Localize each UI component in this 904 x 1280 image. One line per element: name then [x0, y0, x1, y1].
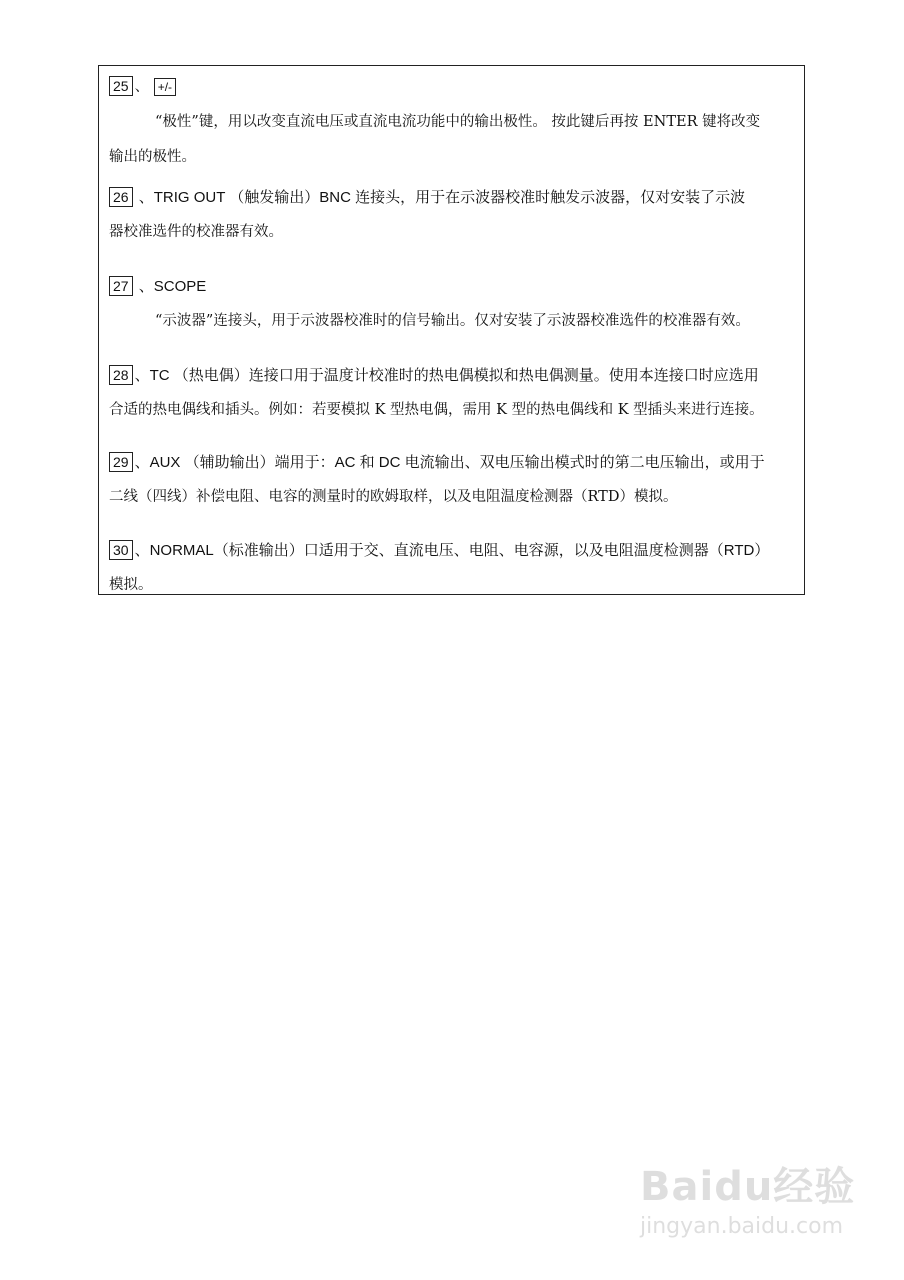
- entry-29-body-line-1: 二线（四线）补偿电阻、电容的测量时的欧姆取样，以及电阻温度检测器（RTD）模拟。: [109, 489, 678, 505]
- document-box: [98, 65, 805, 595]
- watermark-logo-text: Baidu经验: [640, 1164, 856, 1210]
- entry-28: [109, 358, 799, 428]
- entry-27-heading: [109, 269, 799, 304]
- entry-separator: 、: [134, 79, 150, 95]
- entry-30: [109, 533, 799, 603]
- polarity-key-box: +/-: [154, 78, 176, 96]
- entry-29-heading: [109, 445, 799, 480]
- entry-28-heading: [109, 358, 799, 393]
- entry-26-body-line-1: 器校准选件的校准器有效。: [109, 224, 283, 240]
- entry-29: [109, 445, 799, 515]
- entry-number-box: 28: [109, 365, 133, 385]
- entry-number-box: 29: [109, 452, 133, 472]
- entry-27: [109, 269, 799, 339]
- entry-25: [109, 70, 799, 175]
- entry-lead-text: 、TRIG OUT （触发输出）BNC 连接头，用于在示波器校准时触发示波器，仅对安装了示波: [134, 189, 746, 206]
- entry-27-body-line-1: “示波器”连接头，用于示波器校准时的信号输出。仅对安装了示波器校准选件的校准器有效。: [155, 313, 750, 329]
- entry-25-body-line-1: “极性”键，用以改变直流电压或直流电流功能中的输出极性。 按此键后再按 ENTER 键将改变: [155, 114, 761, 130]
- entry-30-heading: [109, 533, 799, 568]
- entry-number-box: 25: [109, 76, 133, 96]
- entry-25-body-line-2: 输出的极性。: [109, 149, 196, 165]
- entry-number-box: 26: [109, 187, 133, 207]
- entry-lead-text: 、AUX （辅助输出）端用于：AC 和 DC 电流输出、双电压输出模式时的第二电压输出，或用于: [134, 454, 765, 471]
- entry-number-box: 27: [109, 276, 133, 296]
- entry-28-body-line-1: 合适的热电偶线和插头。例如：若要模拟 K 型热电偶，需用 K 型的热电偶线和 K 型插头来进行连接。: [109, 402, 764, 418]
- entry-lead-text: 、NORMAL（标准输出）口适用于交、直流电压、电阻、电容源，以及电阻温度检测器（RTD）: [134, 542, 770, 559]
- entry-26-heading: [109, 180, 799, 215]
- entry-lead-text: 、SCOPE: [134, 278, 207, 295]
- entry-30-body-line-1: 模拟。: [109, 577, 153, 593]
- baidu-jingyan-watermark: [640, 1155, 860, 1255]
- watermark-url-text: jingyan.baidu.com: [640, 1214, 844, 1239]
- entry-number-box: 30: [109, 540, 133, 560]
- entry-26: [109, 180, 799, 250]
- entry-25-heading: [109, 70, 799, 105]
- entry-lead-text: 、TC （热电偶）连接口用于温度计校准时的热电偶模拟和热电偶测量。使用本连接口时应选用: [134, 367, 759, 384]
